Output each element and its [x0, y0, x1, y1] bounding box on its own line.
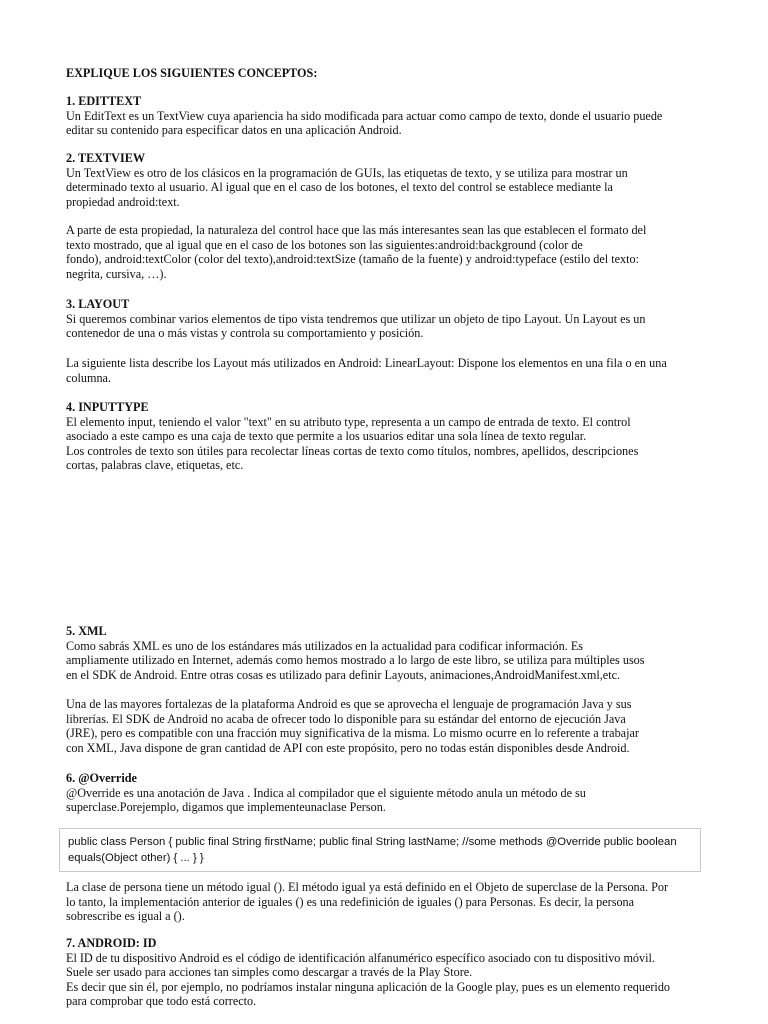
text-line: Un TextView es otro de los clásicos en la programación de GUIs, las etiquetas de texto, y se utiliza para mostrar un [66, 165, 628, 180]
text-line: La clase de persona tiene un método igual (). El método igual ya está definido en el Objeto de superclase de la Persona. Por [66, 880, 669, 894]
code-line: equals(Object other) { ... } } [68, 851, 204, 864]
text-line: Los controles de texto son útiles para recolectar líneas cortas de texto como títulos, nombres, apellidos, descripciones [66, 443, 639, 458]
text-line: Un EditText es un TextView cuya apariencia ha sido modificada para actuar como campo de texto, donde el usuario puede [66, 108, 663, 123]
text-line: Es decir que sin él, por ejemplo, no podríamos instalar ninguna aplicación de la Google play, pues es un elemento requerido [66, 979, 671, 994]
section-textview [66, 151, 710, 209]
text-line: fondo), android:textColor (color del texto),android:textSize (tamaño de la fuente) y android:typeface (estilo del texto: [66, 252, 639, 267]
text-line: La siguiente lista describe los Layout más utilizados en Android: LinearLayout: Dispone los elementos en una fila o en una [66, 356, 667, 370]
section-layout [66, 297, 710, 341]
section-inputtype [66, 400, 710, 473]
text-line: @Override es una anotación de Java . Indica al compilador que el siguiente método anula un método de su [66, 785, 586, 800]
text-line: Si queremos combinar varios elementos de tipo vista tendremos que utilizar un objeto de tipo Layout. Un Layout es un [66, 311, 646, 326]
text-line: editar su contenido para especificar datos en una aplicación Android. [66, 123, 402, 138]
text-line: Como sabrás XML es uno de los estándares más utilizados en la actualidad para codificar información. Es [66, 638, 584, 653]
paragraph [66, 951, 710, 1009]
text-line: sobrescribe es igual a (). [66, 909, 185, 924]
document-title [66, 66, 710, 81]
text-line: Suele ser usado para acciones tan simples como descargar a través de la Play Store. [66, 965, 473, 980]
section-heading: 4. INPUTTYPE [66, 400, 149, 414]
code-line: public class Person { public final String firstName; public final String lastName; //some methods @Override public boolean [68, 836, 677, 848]
text-line: librerías. El SDK de Android no acaba de ofrecer todo lo disponible para su estándar del entorno de ejecución Java [66, 711, 626, 726]
section-android-id [66, 936, 710, 1009]
text-line: contenedor de una o más vistas y controla su comportamiento y posición. [66, 326, 424, 341]
text-line: lo tanto, la implementación anterior de iguales () es una redefinición de iguales () para Personas. Es decir, la persona [66, 894, 635, 909]
section-override-cont [66, 880, 710, 924]
text-line: determinado texto al usuario. Al igual que en el caso de los botones, el texto del control se establece mediante la [66, 180, 613, 195]
section-textview-cont [66, 223, 710, 281]
section-xml [66, 624, 710, 682]
paragraph [66, 109, 710, 138]
paragraph [66, 312, 710, 341]
section-heading: 6. @Override [66, 771, 137, 785]
paragraph [66, 880, 710, 924]
section-layout-cont [66, 356, 710, 385]
section-edittext [66, 94, 710, 138]
text-line: A parte de esta propiedad, la naturaleza del control hace que las más interesantes sean las que establecen el formato del [66, 223, 647, 237]
section-heading: 5. XML [66, 624, 107, 638]
text-line: propiedad android:text. [66, 194, 180, 209]
paragraph [66, 356, 710, 385]
paragraph [66, 223, 710, 281]
title-text: EXPLIQUE LOS SIGUIENTES CONCEPTOS: [66, 66, 318, 80]
text-line: negrita, cursiva, …). [66, 266, 167, 281]
text-line: asociado a este campo es una caja de texto que permite a los usuarios editar una sola línea de texto regular. [66, 429, 587, 444]
text-line: Una de las mayores fortalezas de la plataforma Android es que se aprovecha el lenguaje de programación Java y sus [66, 697, 632, 711]
paragraph [66, 697, 710, 755]
text-line: (JRE), pero es compatible con una fracción muy significativa de la misma. Lo mismo ocurre en lo referente a trabajar [66, 726, 639, 741]
paragraph [66, 166, 710, 210]
text-line: ampliamente utilizado en Internet, además como hemos mostrado a lo largo de este libro, se utiliza para múltiples usos [66, 653, 645, 668]
text-line: cortas, palabras clave, etiquetas, etc. [66, 458, 244, 473]
section-xml-cont [66, 697, 710, 755]
text-line: columna. [66, 370, 112, 385]
text-line: en el SDK de Android. Entre otras cosas es utilizado para definir Layouts, animaciones,AndroidManifest.xml,etc. [66, 667, 621, 682]
section-override [66, 771, 710, 815]
text-line: texto mostrado, que al igual que en el caso de los botones son las siguientes:android:background (color de [66, 237, 583, 252]
section-heading: 1. EDITTEXT [66, 94, 142, 108]
paragraph [66, 639, 710, 683]
text-line: El elemento input, teniendo el valor "text" en su atributo type, representa a un campo de entrada de texto. El control [66, 414, 631, 429]
text-line: El ID de tu dispositivo Android es el código de identificación alfanumérico específico asociado con tu dispositivo móvil. [66, 950, 655, 965]
section-heading: 7. ANDROID: ID [66, 936, 157, 950]
section-heading: 3. LAYOUT [66, 297, 130, 311]
paragraph [66, 786, 710, 815]
text-line: superclase.Porejemplo, digamos que implementeunaclase Person. [66, 800, 386, 815]
code-block [59, 828, 701, 872]
section-heading: 2. TEXTVIEW [66, 151, 146, 165]
paragraph [66, 415, 710, 473]
text-line: para comprobar que todo está correcto. [66, 994, 257, 1009]
text-line: con XML, Java dispone de gran cantidad de API con este propósito, pero no todas están disponibles desde Android. [66, 740, 630, 755]
